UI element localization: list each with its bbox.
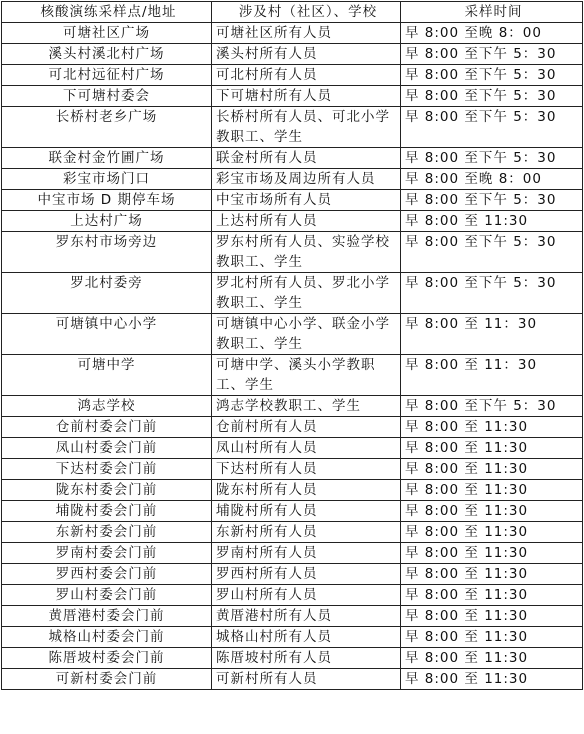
scope-cell: 可塘镇中心小学、联金小学教职工、学生 [212,314,401,355]
site-cell: 黄厝港村委会门前 [2,606,212,627]
scope-cell: 中宝市场所有人员 [212,190,401,211]
site-cell: 联金村金竹圃广场 [2,148,212,169]
site-cell: 可塘镇中心小学 [2,314,212,355]
site-cell: 城格山村委会门前 [2,627,212,648]
table-row [2,585,583,606]
site-cell: 罗北村委旁 [2,273,212,314]
time-cell: 早 8:00 至晚 8：00 [401,23,583,44]
site-cell: 仓前村委会门前 [2,417,212,438]
time-cell: 早 8:00 至 11:30 [401,543,583,564]
scope-cell: 下可塘村所有人员 [212,86,401,107]
site-cell: 罗南村委会门前 [2,543,212,564]
table-row [2,314,583,355]
scope-cell: 可北村所有人员 [212,65,401,86]
table-row [2,65,583,86]
time-cell: 早 8:00 至 11:30 [401,627,583,648]
scope-cell: 罗山村所有人员 [212,585,401,606]
time-cell: 早 8:00 至 11:30 [401,417,583,438]
table-body [2,23,583,690]
table-row [2,543,583,564]
time-cell: 早 8:00 至 11:30 [401,564,583,585]
header-time: 采样时间 [401,2,583,23]
scope-cell: 城格山村所有人员 [212,627,401,648]
scope-cell: 陈厝坡村所有人员 [212,648,401,669]
table-row [2,148,583,169]
scope-cell: 上达村所有人员 [212,211,401,232]
header-site: 核酸演练采样点/地址 [2,2,212,23]
time-cell: 早 8:00 至下午 5：30 [401,86,583,107]
table-row [2,627,583,648]
scope-cell: 鸿志学校教职工、学生 [212,396,401,417]
time-cell: 早 8:00 至 11:30 [401,501,583,522]
time-cell: 早 8:00 至下午 5：30 [401,148,583,169]
scope-cell: 罗东村所有人员、实验学校教职工、学生 [212,232,401,273]
site-cell: 长桥村老乡广场 [2,107,212,148]
time-cell: 早 8:00 至下午 5：30 [401,190,583,211]
table-row [2,606,583,627]
table-row [2,23,583,44]
site-cell: 中宝市场 D 期停车场 [2,190,212,211]
table-row [2,232,583,273]
time-cell: 早 8:00 至晚 8：00 [401,169,583,190]
site-cell: 陈厝坡村委会门前 [2,648,212,669]
scope-cell: 彩宝市场及周边所有人员 [212,169,401,190]
table-row [2,107,583,148]
scope-cell: 下达村所有人员 [212,459,401,480]
site-cell: 凤山村委会门前 [2,438,212,459]
time-cell: 早 8:00 至 11:30 [401,648,583,669]
scope-cell: 埔陇村所有人员 [212,501,401,522]
time-cell: 早 8:00 至下午 5：30 [401,232,583,273]
table-row [2,480,583,501]
site-cell: 可新村委会门前 [2,669,212,690]
scope-cell: 溪头村所有人员 [212,44,401,65]
time-cell: 早 8:00 至 11:30 [401,585,583,606]
time-cell: 早 8:00 至下午 5：30 [401,107,583,148]
time-cell: 早 8:00 至 11：30 [401,355,583,396]
scope-cell: 罗西村所有人员 [212,564,401,585]
table-row [2,459,583,480]
header-scope: 涉及村（社区）、学校 [212,2,401,23]
scope-cell: 罗北村所有人员、罗北小学教职工、学生 [212,273,401,314]
table-row [2,44,583,65]
site-cell: 溪头村溪北村广场 [2,44,212,65]
table-row [2,522,583,543]
table-row [2,417,583,438]
time-cell: 早 8:00 至 11:30 [401,459,583,480]
site-cell: 彩宝市场门口 [2,169,212,190]
site-cell: 可北村远征村广场 [2,65,212,86]
site-cell: 罗东村市场旁边 [2,232,212,273]
site-cell: 可塘中学 [2,355,212,396]
time-cell: 早 8:00 至 11:30 [401,606,583,627]
time-cell: 早 8:00 至 11:30 [401,438,583,459]
table-row [2,169,583,190]
scope-cell: 可塘社区所有人员 [212,23,401,44]
site-cell: 可塘社区广场 [2,23,212,44]
table-row [2,438,583,459]
site-cell: 东新村委会门前 [2,522,212,543]
time-cell: 早 8:00 至 11:30 [401,480,583,501]
table-row [2,190,583,211]
time-cell: 早 8:00 至下午 5：30 [401,396,583,417]
scope-cell: 仓前村所有人员 [212,417,401,438]
time-cell: 早 8:00 至 11:30 [401,211,583,232]
time-cell: 早 8:00 至 11：30 [401,314,583,355]
scope-cell: 可新村所有人员 [212,669,401,690]
time-cell: 早 8:00 至下午 5：30 [401,273,583,314]
scope-cell: 黄厝港村所有人员 [212,606,401,627]
scope-cell: 罗南村所有人员 [212,543,401,564]
site-cell: 下达村委会门前 [2,459,212,480]
site-cell: 罗西村委会门前 [2,564,212,585]
table-row [2,273,583,314]
site-cell: 罗山村委会门前 [2,585,212,606]
time-cell: 早 8:00 至下午 5：30 [401,65,583,86]
table-row [2,396,583,417]
table-row [2,648,583,669]
scope-cell: 东新村所有人员 [212,522,401,543]
sampling-sites-table [1,1,583,690]
site-cell: 陇东村委会门前 [2,480,212,501]
scope-cell: 凤山村所有人员 [212,438,401,459]
table-row [2,564,583,585]
table-row [2,669,583,690]
scope-cell: 长桥村所有人员、可北小学教职工、学生 [212,107,401,148]
scope-cell: 联金村所有人员 [212,148,401,169]
site-cell: 下可塘村委会 [2,86,212,107]
time-cell: 早 8:00 至下午 5：30 [401,44,583,65]
site-cell: 上达村广场 [2,211,212,232]
table-row [2,355,583,396]
table-row [2,86,583,107]
scope-cell: 可塘中学、溪头小学教职工、学生 [212,355,401,396]
time-cell: 早 8:00 至 11:30 [401,669,583,690]
time-cell: 早 8:00 至 11:30 [401,522,583,543]
site-cell: 埔陇村委会门前 [2,501,212,522]
table-row [2,501,583,522]
site-cell: 鸿志学校 [2,396,212,417]
scope-cell: 陇东村所有人员 [212,480,401,501]
header-row [2,2,583,23]
table-row [2,211,583,232]
